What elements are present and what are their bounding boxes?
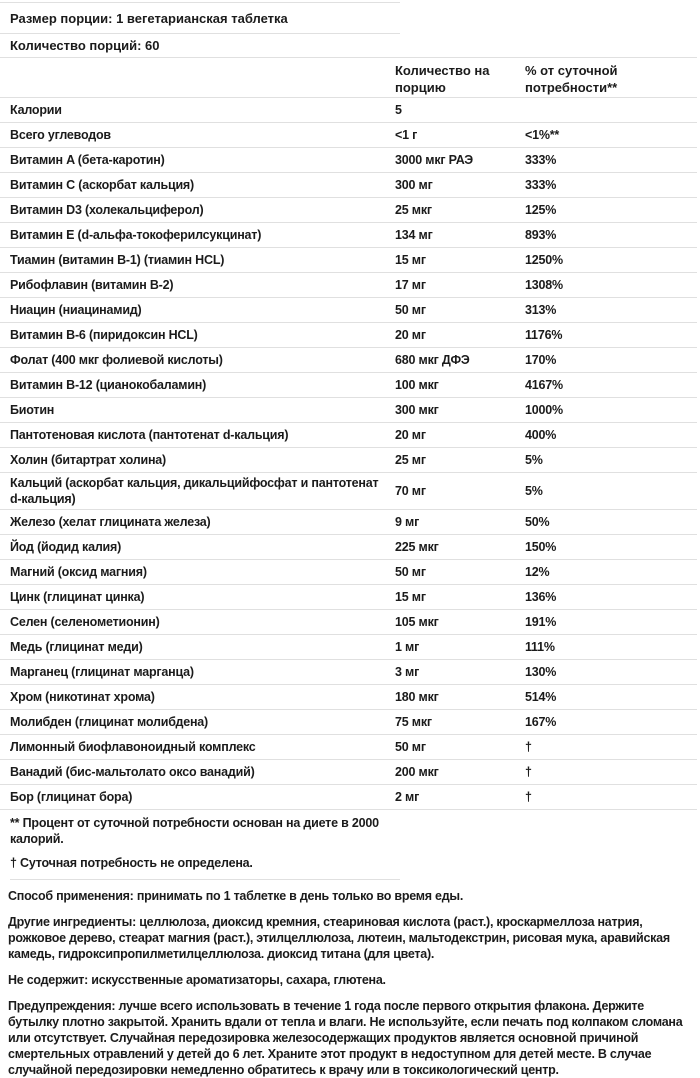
nutrient-name: Кальций (аскорбат кальция, дикальцийфосфат и пантотенат d-кальция) [10,476,379,506]
table-row [0,273,697,298]
nutrient-name: Цинк (глицинат цинка) [10,590,145,604]
nutrient-dv: † [525,740,532,754]
nutrient-name: Йод (йодид калия) [10,540,122,554]
nutrient-amount: 20 мг [395,428,426,442]
nutrient-amount: 17 мг [395,278,426,292]
nutrient-amount: <1 г [395,128,418,142]
nutrient-name: Витамин E (d-альфа-токоферилсукцинат) [10,228,262,242]
nutrient-name: Магний (оксид магния) [10,565,147,579]
nutrient-name: Ниацин (ниацинамид) [10,303,142,317]
nutrient-dv: 167% [525,715,557,729]
nutrient-name: Фолат (400 мкг фолиевой кислоты) [10,353,223,367]
nutrient-dv: <1%** [525,128,560,142]
serving-size-row [0,2,400,33]
nutrient-amount: 20 мг [395,328,426,342]
nutrient-dv: 125% [525,203,557,217]
nutrient-amount: 105 мкг [395,615,439,629]
nutrient-amount: 3 мг [395,665,420,679]
table-row [0,398,697,423]
nutrient-amount: 3000 мкг РАЭ [395,153,473,167]
table-row [0,685,697,710]
header-amount-column: Количество на порцию [395,63,490,95]
nutrient-name: Витамин C (аскорбат кальция) [10,178,194,192]
nutrient-dv: † [525,765,532,779]
table-row [0,98,697,123]
nutrient-amount: 25 мг [395,453,426,467]
nutrient-amount: 1 мг [395,640,420,654]
nutrient-dv: 893% [525,228,557,242]
info-paragraphs [8,888,692,1078]
nutrient-name: Железо (хелат глицината железа) [10,515,211,529]
nutrient-dv: 111% [525,640,555,654]
nutrient-name: Медь (глицинат меди) [10,640,143,654]
table-row [0,448,697,473]
nutrient-name: Хром (никотинат хрома) [10,690,155,704]
nutrient-amount: 180 мкг [395,690,439,704]
nutrient-name: Витамин A (бета-каротин) [10,153,165,167]
dagger-footnote: † Суточная потребность не определена. [10,856,253,870]
facts-table [0,57,697,810]
nutrient-dv: 313% [525,303,557,317]
nutrient-name: Витамин B-12 (цианокобаламин) [10,378,207,392]
nutrient-dv: 1250% [525,253,563,267]
facts-table-body [0,98,697,810]
nutrient-amount: 50 мг [395,565,426,579]
table-row [0,248,697,273]
nutrient-dv: 333% [525,153,557,167]
table-row [0,585,697,610]
footnotes [10,815,410,880]
table-row [0,148,697,173]
nutrient-name: Марганец (глицинат марганца) [10,665,194,679]
nutrient-dv: 150% [525,540,557,554]
table-row [0,198,697,223]
table-row [0,735,697,760]
nutrient-dv: 1308% [525,278,563,292]
nutrient-dv: 1000% [525,403,563,417]
table-row [0,560,697,585]
nutrient-dv: 5% [525,484,543,498]
serving-info-table [0,2,400,57]
nutrient-name: Молибден (глицинат молибдена) [10,715,209,729]
nutrient-name: Ванадий (бис-мальтолато оксо ванадий) [10,765,255,779]
table-row [0,473,697,510]
nutrient-dv: 12% [525,565,550,579]
header-dv-column: % от суточной потребности** [525,63,618,95]
table-row [0,785,697,810]
nutrient-amount: 50 мг [395,740,426,754]
nutrient-amount: 15 мг [395,253,426,267]
nutrient-dv: 514% [525,690,557,704]
nutrient-dv: 1176% [525,328,563,342]
other-ingredients-paragraph: Другие ингредиенты: целлюлоза, диоксид кремния, стеариновая кислота (раст.), кроскармеллоза натрия, рожковое дерево, стеарат магния (раст.), этилцеллюлоза, лютеин, мальтодекстрин, рисовая мука, аравийская камедь, гидроксипропилметилцеллюлоза. диоксид титана (для цвета). [8,915,670,961]
nutrient-name: Всего углеводов [10,128,111,142]
nutrient-name: Биотин [10,403,55,417]
nutrient-amount: 300 мг [395,178,433,192]
table-row [0,710,697,735]
table-row [0,348,697,373]
does-not-contain-paragraph: Не содержит: искусственные ароматизаторы, сахара, глютена. [8,973,386,987]
table-row [0,223,697,248]
nutrient-dv: 130% [525,665,557,679]
servings-count-label: Количество порций: 60 [10,38,160,53]
nutrient-dv: 50% [525,515,550,529]
nutrient-name: Тиамин (витамин B-1) (тиамин HCL) [10,253,225,267]
table-row [0,373,697,398]
table-row [0,423,697,448]
table-row [0,610,697,635]
nutrient-dv: 191% [525,615,557,629]
nutrient-dv: 400% [525,428,557,442]
nutrient-amount: 9 мг [395,515,420,529]
table-row [0,660,697,685]
nutrient-name: Лимонный биофлавоноидный комплекс [10,740,256,754]
nutrient-amount: 25 мкг [395,203,432,217]
directions-paragraph: Способ применения: принимать по 1 таблетке в день только во время еды. [8,889,464,903]
facts-table-header [0,58,697,98]
nutrient-amount: 15 мг [395,590,426,604]
nutrient-amount: 75 мкг [395,715,432,729]
nutrient-name: Витамин D3 (холекальциферол) [10,203,204,217]
nutrient-name: Рибофлавин (витамин B-2) [10,278,174,292]
nutrient-amount: 50 мг [395,303,426,317]
table-row [0,123,697,148]
nutrient-dv: 170% [525,353,557,367]
nutrient-amount: 200 мкг [395,765,439,779]
nutrient-amount: 2 мг [395,790,420,804]
nutrient-amount: 225 мкг [395,540,439,554]
nutrient-amount: 134 мг [395,228,433,242]
nutrient-name: Витамин B-6 (пиридоксин HCL) [10,328,198,342]
nutrient-name: Селен (селенометионин) [10,615,160,629]
nutrient-dv: 333% [525,178,557,192]
table-row [0,635,697,660]
dv-footnote: ** Процент от суточной потребности основан на диете в 2000 калорий. [10,816,379,846]
nutrient-amount: 5 [395,103,402,117]
nutrient-amount: 100 мкг [395,378,439,392]
supplement-facts-panel [0,2,700,1078]
nutrient-amount: 300 мкг [395,403,439,417]
servings-count-row [0,33,400,57]
nutrient-name: Пантотеновая кислота (пантотенат d-кальция) [10,428,289,442]
header-nutrient-column [0,58,395,64]
nutrient-dv: 5% [525,453,543,467]
nutrient-amount: 70 мг [395,484,426,498]
nutrient-dv: 4167% [525,378,563,392]
table-row [0,510,697,535]
serving-size-label: Размер порции: 1 вегетарианская таблетка [10,10,288,26]
nutrient-name: Бор (глицинат бора) [10,790,133,804]
table-row [0,760,697,785]
nutrient-name: Калории [10,103,62,117]
table-row [0,535,697,560]
table-row [0,323,697,348]
nutrient-amount: 680 мкг ДФЭ [395,353,470,367]
warnings-paragraph: Предупреждения: лучше всего использовать в течение 1 года после первого открытия флакона. Держите бутылку плотно закрытой. Хранить вдали от тепла и влаги. Не используйте, если печать под колпаком сломана или отсутствует. Случайная передозировка железосодержащих продуктов является основной причиной смертельных отравлений у детей до 6 лет. Храните этот продукт в недоступном для детей месте. В случае случайной передозировки немедленно обратитесь к врачу или в токсикологический центр. [8,999,683,1077]
table-row [0,298,697,323]
nutrient-dv: † [525,790,532,804]
footnote-divider [10,879,400,880]
nutrient-dv: 136% [525,590,557,604]
nutrient-name: Холин (битартрат холина) [10,453,167,467]
table-row [0,173,697,198]
